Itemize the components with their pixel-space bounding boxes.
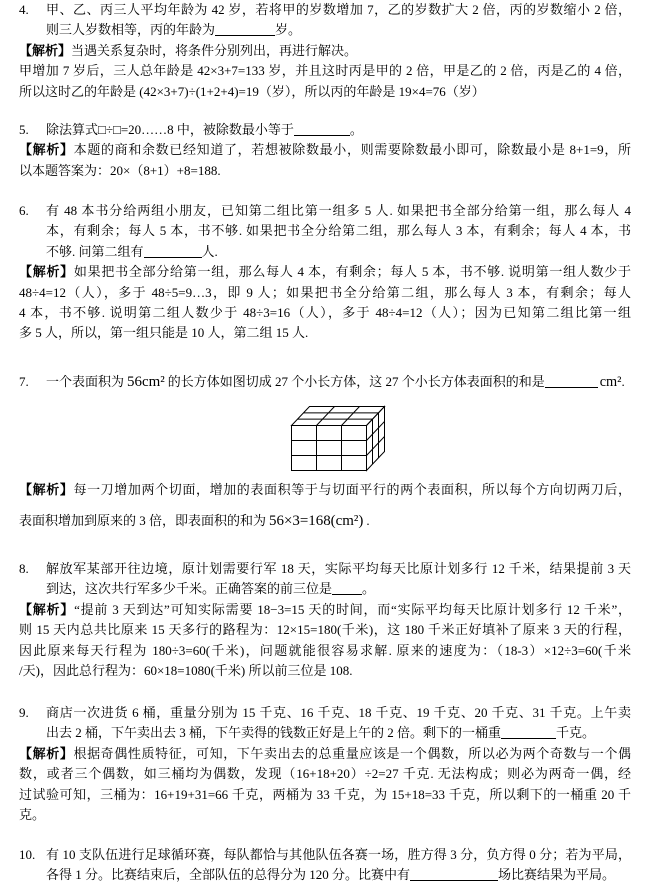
solution-text: “提前 3 天到达”可知实际需要 18−3=15 天的时间，而“实际平均每天比原计划多行 12 千米”， (74, 601, 631, 617)
right-cut-lines (367, 413, 385, 464)
answer-blank (545, 375, 598, 388)
problem-number: 5. (19, 122, 29, 137)
solution-line (19, 620, 631, 640)
solution-text: 本题的商和余数已经知道了，若想被除数最小，则需要除数最小即可，除数最小是 8+1=9，所 (73, 142, 631, 158)
solution-text: 则 15 天内总共比原来 15 天多行的路程为：12×15=180(千米)，这 180 千米正好填补了原来 3 天的行程， (19, 622, 631, 638)
solution-line (19, 600, 631, 620)
question-text: 出去 2 桶，下午卖出去 3 桶，下午卖得的钱数正好是上午的 2 倍。剩下的一桶重 (46, 725, 502, 741)
solution-text: 每一刀增加两个切面，增加的表面积等于与切面平行的两个表面积，所以每个方向切两刀后， (73, 482, 631, 497)
question-text: 解放军某部开往边境，原计划需要行军 18 天，实际平均每天比原计划多行 12 千米，结果提前 3 天 (46, 561, 631, 576)
problem-6 (19, 201, 631, 344)
question-text: 甲、乙、丙三人平均年龄为 42 岁，若将甲的岁数增加 7，乙的岁数扩大 2 倍，丙的岁数缩小 2 倍， (46, 2, 631, 17)
solution-text: 甲增加 7 岁后，三人总年龄是 42×3+7=133 岁，并且这时丙是甲的 2 倍，甲是乙的 2 倍，丙是乙的 4 倍， (19, 63, 631, 79)
solution-text: 克。 (19, 806, 46, 822)
question-text: 场比赛结果为平局。 (498, 867, 616, 883)
problem-number: 9. (19, 705, 29, 720)
solution-text: 多 5 人，所以，第一组只能是 10 人，第二组 15 人. (19, 325, 309, 341)
question-text: 。 (362, 581, 376, 597)
question-text: 有 48 本书分给两组小朋友，已知第二组比第一组多 5 人. 如果把书全部分给第一组，那么每人 4 (46, 203, 631, 218)
solution-text: 如果把书全部分给第一组，那么每人 4 本，有剩余；每人 5 本，书不够. 说明第一组人数少于 (73, 264, 631, 280)
question-text: 千克。 (556, 725, 596, 741)
solution-line (19, 744, 631, 764)
top-cut-lines (298, 407, 379, 426)
solution-line (19, 82, 631, 102)
question-text: 岁。 (275, 22, 302, 38)
front-cut-lines (292, 426, 367, 471)
question-line (46, 723, 631, 743)
solution-line (19, 41, 631, 61)
problem-7-solution (19, 480, 631, 531)
solution-text: 以本题答案为：20×（8+1）+8=188. (19, 162, 221, 178)
question-line (19, 372, 631, 392)
question-text: 有 10 支队伍进行足球循环赛，每队都恰与其他队伍各赛一场，胜方得 3 分，负方得 0 分；若为平局， (46, 847, 631, 862)
solution-line (19, 61, 631, 81)
solution-line (19, 764, 631, 784)
solution-text: 根据奇偶性质特征，可知，下午卖出去的总重量应该是一个偶数，所以必为两个奇数与一个偶 (73, 745, 631, 761)
question-line (19, 703, 631, 723)
solution-label: 【解析】 (19, 482, 74, 497)
question-text: 各得 1 分。比赛结束后，全部队伍的总得分为 120 分。比赛中有 (46, 867, 411, 883)
problem-number: 10. (19, 847, 36, 862)
solution-line (19, 323, 631, 343)
question-text: 不够. 问第二组有 (46, 243, 144, 259)
cut-line (367, 422, 385, 441)
solution-text: /天)，因此总行程为：60×18=1080(千米) 所以前三位是 108. (19, 662, 353, 678)
question-line (46, 20, 631, 40)
solution-line (19, 661, 631, 681)
cut-line (367, 437, 385, 456)
question-line (19, 201, 631, 221)
solution-text: 48÷4=12（人），多于 48÷5=9…3，即 9 人；如果把书全分给第二组，那么每人 3 本，有剩余；每人 (19, 284, 631, 300)
question-text: 则三人岁数相等，丙的年龄为 (46, 22, 216, 38)
problem-number: 8. (19, 561, 29, 576)
question-line (46, 242, 631, 262)
problem-5 (19, 120, 631, 181)
answer-blank (144, 245, 202, 258)
solution-label: 【解析】 (19, 745, 74, 761)
answer-blank (294, 123, 350, 136)
question-line (46, 221, 631, 241)
solution-label: 【解析】 (19, 264, 74, 280)
problem-10 (19, 845, 631, 886)
problem-4 (19, 0, 631, 102)
question-line (19, 845, 631, 865)
answer-blank (501, 726, 556, 739)
solution-line (19, 511, 631, 531)
question-text: 人. (201, 243, 218, 259)
solution-text: 当遇关系复杂时，将条件分别列出，再进行解决。 (71, 42, 358, 58)
question-line (19, 0, 631, 20)
solution-line (19, 641, 631, 661)
solution-text: 数，或者三个偶数，如三桶均为偶数，发现（16+18+20）÷2=27 千克. 无法构成；则必为两奇一偶，经 (19, 766, 631, 782)
solution-label: 【解析】 (19, 42, 72, 58)
problem-9 (19, 703, 631, 825)
question-text: 到达，这次共行军多少千米。正确答案的前三位是 (46, 581, 333, 597)
solution-line (19, 303, 631, 323)
top-face (292, 407, 385, 426)
problem-number: 6. (19, 203, 29, 218)
question-text: 商店一次进货 6 桶，重量分别为 15 千克、16 千克、18 千克、19 千克、20 千克、31 千克。上午卖 (46, 705, 631, 720)
question-text: . (621, 374, 625, 389)
question-line (46, 865, 631, 885)
cuboid-figure (290, 404, 386, 472)
problem-number: 7. (19, 374, 29, 389)
solution-line (19, 480, 631, 500)
solution-line (19, 161, 631, 181)
solution-text: . (366, 512, 370, 528)
answer-blank (215, 23, 275, 36)
solution-text: 表面积增加到原来的 3 倍，即表面积的和为 (19, 512, 267, 528)
solution-text: 4 本，书不够. 说明第二组人数少于 48÷3=16（人），多于 48÷4=12（人）；因为已知第二组比第一组 (19, 304, 631, 320)
solution-line (19, 805, 631, 825)
solution-line (19, 785, 631, 805)
question-text: 除法算式□÷□=20……8 中，被除数最小等于 (46, 122, 294, 137)
answer-blank (332, 582, 362, 595)
question-text: 。 (349, 122, 363, 137)
math-expression: 56cm² (127, 374, 165, 390)
question-line (19, 559, 631, 579)
unit-label: cm² (599, 374, 622, 390)
solution-line (19, 140, 631, 160)
question-line (19, 120, 631, 140)
problem-7 (19, 372, 631, 392)
math-expression: 56×3=168(cm²) (269, 512, 364, 529)
solution-text: 过试验可知，三桶为：16+19+31=66 千克，两桶为 33 千克，为 15+18=33 千克，所以剩下的一桶重 20 千 (19, 786, 631, 802)
question-line (46, 579, 631, 599)
cut-line (342, 407, 360, 426)
problem-8 (19, 559, 631, 681)
solution-label: 【解析】 (19, 601, 75, 617)
cut-line (317, 407, 335, 426)
solution-line (19, 262, 631, 282)
question-text: 一个表面积为 (46, 374, 125, 389)
solution-text: 所以这时乙的年龄是 (42×3+7)÷(1+2+4)=19（岁），所以丙的年龄是 19×4=76（岁） (19, 83, 485, 99)
solution-line (19, 283, 631, 303)
question-text: 本，有剩余；每人 5 本，书不够. 如果把书全分给第二组，那么每人 3 本，有剩余；每人 4 本，书 (46, 223, 631, 239)
answer-blank (410, 868, 498, 881)
right-face (367, 407, 385, 471)
question-text: 的长方体如图切成 27 个小长方体，这 27 个小长方体表面积的和是 (167, 374, 545, 389)
solution-text: 因此原来每天行程为 180÷3=60(千米)，问题就能很容易求解. 原来的速度为：（18-3）×12÷3=60(千米 (19, 642, 631, 658)
problem-number: 4. (19, 2, 29, 17)
front-face (292, 426, 367, 471)
solution-label: 【解析】 (19, 142, 74, 158)
